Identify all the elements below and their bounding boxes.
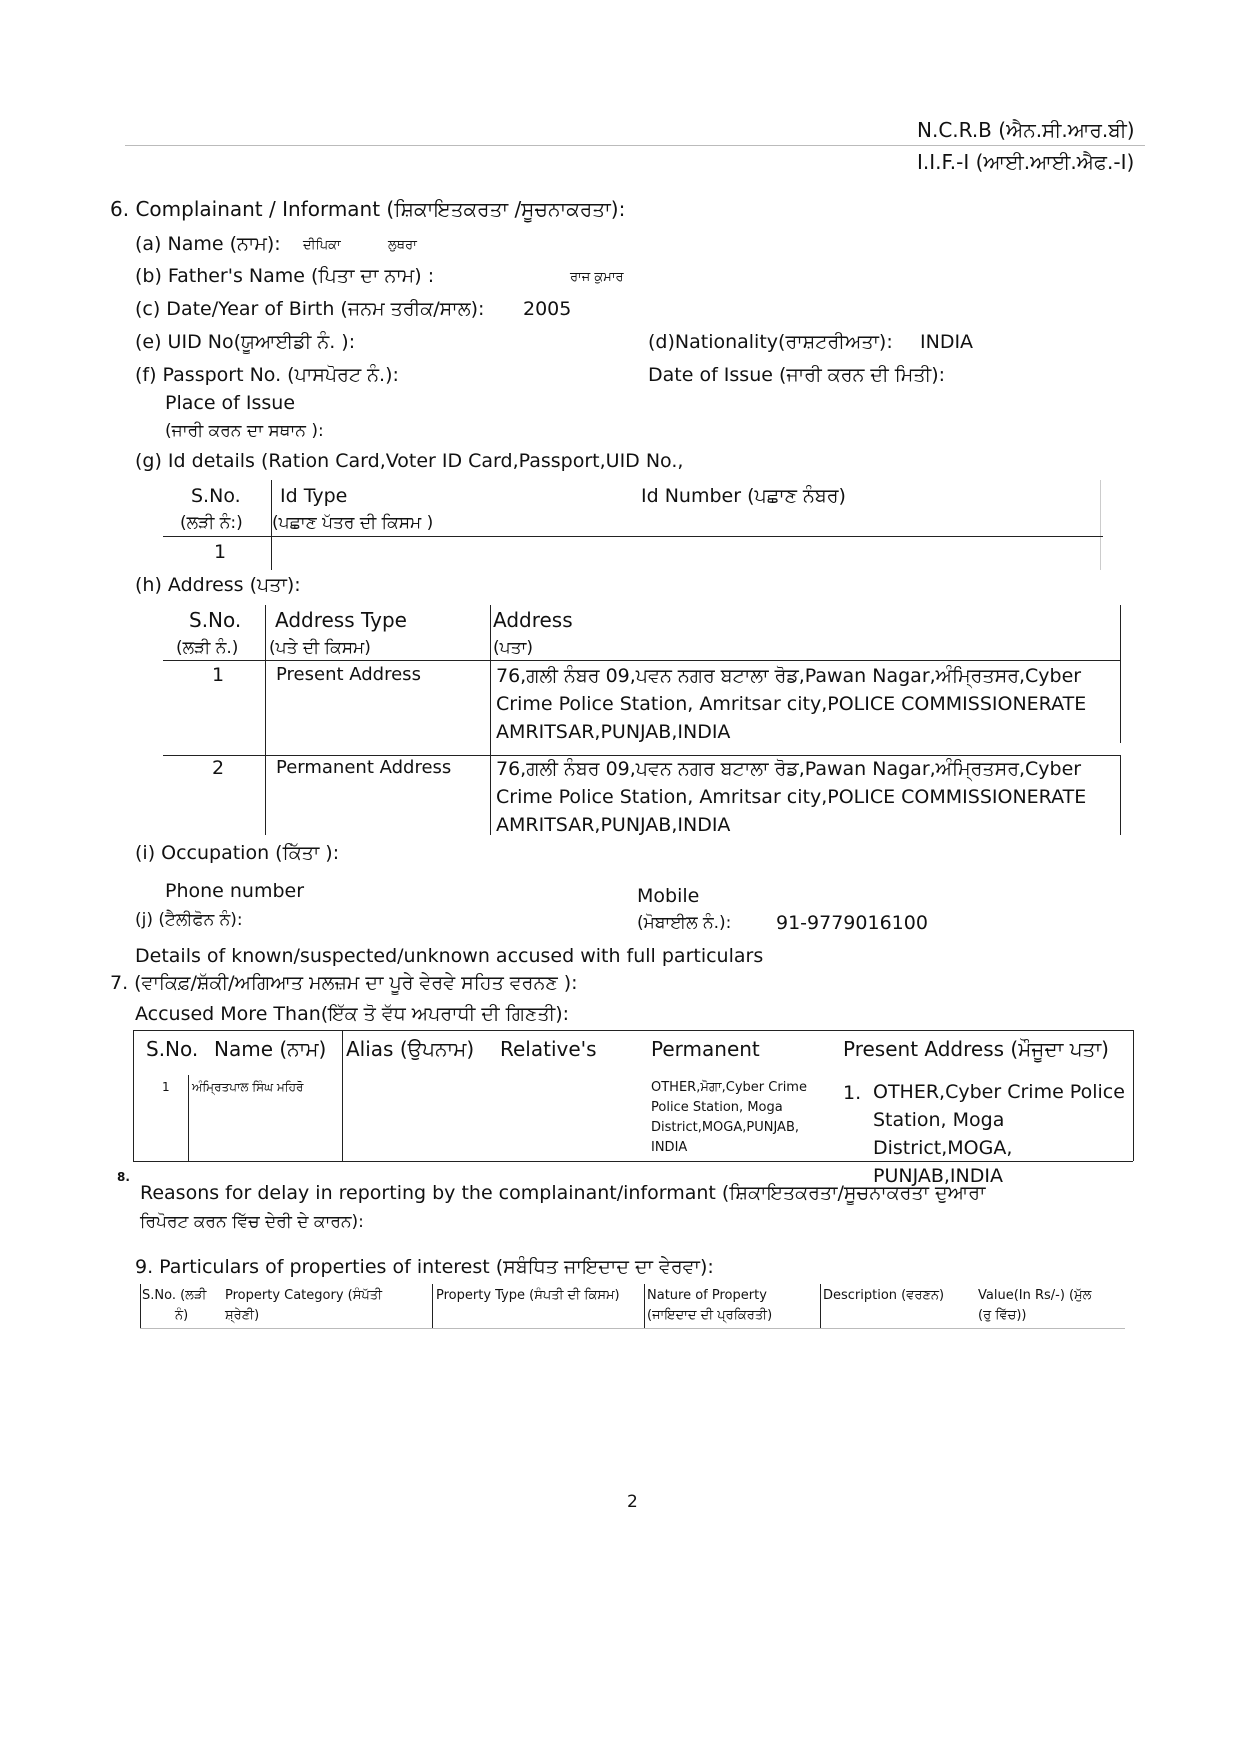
- uid-label: (e) UID No(ਯੂਆਈਡੀ ਨੰ. ):: [135, 331, 356, 353]
- address-table-header-rule: [163, 660, 1121, 661]
- section-8-text: Reasons for delay in reporting by the complainant/informant (ਸ਼ਿਕਾਇਤਕਰਤਾ/ਸੂਚਨਾਕਰਤਾ ਦੁਆਰਾ: [140, 1182, 986, 1204]
- accused-sno-header: S.No.: [146, 1037, 199, 1061]
- accused-table-left-border: [133, 1030, 134, 1161]
- property-category-header: Property Category (ਸੰਪੱਤੀ: [225, 1288, 383, 1303]
- property-type-header: Property Type (ਸੰਪਤੀ ਦੀ ਕਿਸਮ): [436, 1288, 620, 1303]
- accused-row-1-name: ਅੰਮ੍ਰਿਤਪਾਲ ਸਿੰਘ ਮਹਿਰੋ: [192, 1080, 304, 1094]
- id-table-sno-header: S.No.: [191, 485, 241, 507]
- father-name-label: (b) Father's Name (ਪਿਤਾ ਦਾ ਨਾਮ) :: [135, 265, 435, 287]
- phone-label: Phone number: [165, 880, 305, 902]
- id-table-right-border: [1100, 480, 1101, 570]
- ncrb-label: N.C.R.B (ਐਨ.ਸੀ.ਆਰ.ਬੀ): [917, 118, 1135, 142]
- phone-label-pa: (j) (ਟੈਲੀਫੋਨ ਨੰ):: [135, 910, 243, 930]
- address-row-1-address: 76,ਗਲੀ ਨੰਬਰ 09,ਪਵਨ ਨਗਰ ਬਟਾਲਾ ਰੋਡ,Pawan Nagar,ਅੰਮ੍ਰਿਤਸਰ,Cyber Crime Police Station, Amritsar city,POLICE COMMISSIONERATE AMRITSAR,PUNJAB,INDIA: [496, 665, 1087, 743]
- property-table-bottom-rule: [140, 1328, 1125, 1329]
- page-number: 2: [627, 1492, 638, 1512]
- dob-value: 2005: [523, 298, 572, 320]
- address-table-divider-2: [490, 605, 491, 835]
- header-divider: [125, 145, 1145, 146]
- property-value-header-2: (ਰੁ ਵਿੱਚ)): [978, 1308, 1027, 1323]
- property-sno-header-2: ਨੰ): [175, 1308, 189, 1323]
- nationality-label: (d)Nationality(ਰਾਸ਼ਟਰੀਅਤਾ):: [648, 331, 893, 353]
- place-of-issue-label-pa: (ਜਾਰੀ ਕਰਨ ਦਾ ਸਥਾਨ ):: [165, 421, 324, 441]
- mobile-value: 91-9779016100: [776, 912, 928, 934]
- accused-present-header: Present Address (ਮੌਜੂਦਾ ਪਤਾ): [843, 1037, 1109, 1061]
- property-table-divider-2: [644, 1284, 645, 1328]
- section-8-number: 8.: [117, 1170, 130, 1184]
- address-table-sno-header-pa: (ਲੜੀ ਨੰ.): [176, 638, 239, 658]
- accused-permanent-header: Permanent: [651, 1037, 760, 1061]
- address-table-address-header-pa: (ਪਤਾ): [493, 638, 533, 658]
- mobile-label: Mobile: [637, 885, 700, 907]
- accused-table-divider-1: [188, 1075, 189, 1161]
- section-8-text-2: ਰਿਪੋਰਟ ਕਰਨ ਵਿੱਚ ਦੇਰੀ ਦੇ ਕਾਰਨ):: [140, 1212, 364, 1232]
- property-category-header-2: ਸ਼੍ਰੇਣੀ): [225, 1308, 260, 1323]
- id-table-sno-header-pa: (ਲੜੀ ਨੰ:): [180, 513, 243, 533]
- mobile-label-pa: (ਮੋਬਾਈਲ ਨੰ.):: [637, 913, 732, 933]
- accused-more-label: Accused More Than(ਇੱਕ ਤੋ ਵੱਧ ਅਪਰਾਧੀ ਦੀ ਗਿਣਤੀ):: [135, 1003, 570, 1025]
- property-description-header: Description (ਵਰਣਨ): [823, 1288, 945, 1303]
- accused-row-1-present: OTHER,Cyber Crime Police Station, Moga District,MOGA, PUNJAB,INDIA: [873, 1081, 1125, 1187]
- section-9-title: 9. Particulars of properties of interest (ਸਬੰਧਿਤ ਜਾਇਦਾਦ ਦਾ ਵੇਰਵਾ):: [135, 1256, 714, 1278]
- id-table-type-header-pa: (ਪਛਾਣ ਪੱਤਰ ਦੀ ਕਿਸਮ ): [272, 513, 434, 533]
- address-label: (h) Address (ਪਤਾ):: [135, 574, 301, 596]
- accused-alias-header: Alias (ਉਪਨਾਮ): [346, 1037, 475, 1061]
- accused-row-1-sno: 1: [162, 1080, 170, 1094]
- address-table-right-border-2: [1120, 755, 1121, 835]
- id-table-type-header: Id Type: [280, 485, 348, 507]
- iif-label: I.I.F.-I (ਆਈ.ਆਈ.ਐਫ.-I): [917, 150, 1135, 174]
- accused-relative-header: Relative's: [500, 1037, 597, 1061]
- property-nature-header: Nature of Property: [647, 1288, 767, 1303]
- date-of-issue-label: Date of Issue (ਜਾਰੀ ਕਰਨ ਦੀ ਮਿਤੀ):: [648, 364, 946, 386]
- complainant-last-name: ਲੁਥਰਾ: [388, 238, 417, 253]
- father-name-value: ਰਾਜ ਕੁਮਾਰ: [570, 270, 624, 285]
- property-table-divider-3: [820, 1284, 821, 1328]
- section-7-intro: Details of known/suspected/unknown accused with full particulars: [135, 945, 764, 967]
- nationality-value: INDIA: [920, 331, 974, 353]
- address-table-address-header: Address: [493, 608, 573, 632]
- address-table-type-header-pa: (ਪਤੇ ਦੀ ਕਿਸਮ): [269, 638, 371, 658]
- id-table-number-header: Id Number (ਪਛਾਣ ਨੰਬਰ): [641, 485, 846, 507]
- property-sno-header: S.No. (ਲੜੀ: [142, 1288, 207, 1303]
- address-row-1-sno: 1: [212, 664, 225, 686]
- address-row-2-address: 76,ਗਲੀ ਨੰਬਰ 09,ਪਵਨ ਨਗਰ ਬਟਾਲਾ ਰੋਡ,Pawan Nagar,ਅੰਮ੍ਰਿਤਸਰ,Cyber Crime Police Station, Amritsar city,POLICE COMMISSIONERATE AMRITSAR,PUNJAB,INDIA: [496, 758, 1087, 836]
- id-details-label: (g) Id details (Ration Card,Voter ID Card,Passport,UID No.,: [135, 450, 684, 472]
- address-row-1-type: Present Address: [276, 664, 421, 685]
- address-table-sno-header: S.No.: [189, 608, 242, 632]
- accused-row-1-present-number: 1.: [843, 1082, 862, 1104]
- address-row-2-type: Permanent Address: [276, 757, 452, 778]
- address-table-divider-1: [265, 605, 266, 835]
- section-6-title: 6. Complainant / Informant (ਸ਼ਿਕਾਇਤਕਰਤਾ /ਸੂਚਨਾਕਰਤਾ):: [110, 197, 626, 221]
- id-table-header-rule: [163, 536, 1103, 537]
- place-of-issue-label: Place of Issue: [165, 392, 296, 414]
- property-nature-header-2: (ਜਾਇਦਾਦ ਦੀ ਪ੍ਰਕਿਰਤੀ): [647, 1308, 773, 1323]
- dob-label: (c) Date/Year of Birth (ਜਨਮ ਤਰੀਕ/ਸਾਲ):: [135, 298, 485, 320]
- property-table-left-border: [140, 1284, 141, 1328]
- section-7-title: 7. (ਵਾਕਿਫ਼/ਸ਼ੱਕੀ/ਅਗਿਆਤ ਮਲਜ਼ਮ ਦਾ ਪੂਰੇ ਵੇਰਵੇ ਸਹਿਤ ਵਰਨਣ ):: [110, 972, 578, 994]
- name-label: (a) Name (ਨਾਮ):: [135, 233, 281, 255]
- property-value-header: Value(In Rs/-) (ਮੁੱਲ: [978, 1288, 1092, 1303]
- address-row-2-sno: 2: [212, 757, 225, 779]
- occupation-label: (i) Occupation (ਕਿੱਤਾ ):: [135, 842, 340, 864]
- accused-row-1-permanent: OTHER,ਮੋਗਾ,Cyber Crime Police Station, Moga District,MOGA,PUNJAB, INDIA: [651, 1080, 807, 1155]
- accused-table-top-border: [133, 1030, 1133, 1031]
- passport-label: (f) Passport No. (ਪਾਸਪੋਰਟ ਨੰ.):: [135, 364, 399, 386]
- address-table-type-header: Address Type: [275, 608, 407, 632]
- property-table-divider-1: [432, 1284, 433, 1328]
- address-table-right-border-1: [1120, 605, 1121, 743]
- accused-table-divider-2: [342, 1030, 343, 1161]
- accused-name-header: Name (ਨਾਮ): [214, 1037, 327, 1061]
- complainant-first-name: ਦੀਪਿਕਾ: [303, 238, 341, 253]
- id-table-row-sno: 1: [214, 541, 227, 563]
